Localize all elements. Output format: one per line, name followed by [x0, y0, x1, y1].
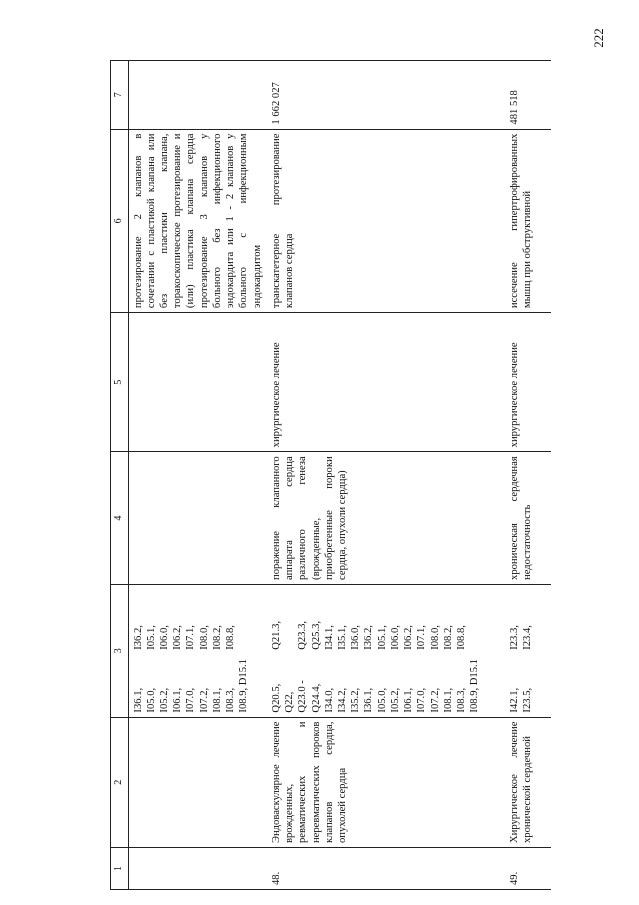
cell-num: 49. [505, 848, 551, 890]
diagnosis-code: Q21.3, [270, 620, 282, 650]
diagnosis-code: I06.1, [403, 687, 415, 713]
diagnosis-code: I08.2, [211, 625, 223, 650]
header-col-5: 5 [111, 313, 129, 452]
diagnosis-code: I07.0, [416, 687, 428, 713]
diagnosis-code: I08.3, [225, 687, 237, 713]
codes-list [132, 589, 251, 713]
diagnosis-code: Q24.4, [310, 683, 322, 713]
diagnosis-code: I06.0, [389, 625, 401, 650]
diagnosis-code: I05.1, [376, 625, 388, 650]
diagnosis-code: I05.1, [145, 625, 157, 650]
cell-name [128, 717, 267, 847]
cell-num [128, 848, 267, 890]
diagnosis-code: Q22, [284, 691, 296, 713]
cell-cost: 1 662 027 [267, 61, 505, 130]
diagnosis-code: I08.2, [442, 625, 454, 650]
diagnosis-code: I34.1, [323, 625, 335, 650]
diagnosis-code: I06.2, [403, 625, 415, 650]
treatment-table [110, 60, 551, 890]
diagnosis-code: I08.3, [456, 687, 468, 713]
diagnosis-code: I06.0, [158, 625, 170, 650]
cell-model: хроническая сердечная недостаточность [505, 452, 551, 585]
table-row-48 [267, 61, 505, 890]
cell-num: 48. [267, 848, 505, 890]
diagnosis-code: I05.0, [376, 687, 388, 713]
diagnosis-code: I07.1, [185, 625, 197, 650]
cell-model: поражение клапанного аппарата сердца различного генеза (врожденные, приобретенные пороки сердца, опухоли сердца) [267, 452, 505, 585]
rotated-table-container [110, 60, 630, 890]
diagnosis-code: I07.2, [198, 687, 210, 713]
diagnosis-code: I07.1, [416, 625, 428, 650]
diagnosis-code: I36.0, [350, 625, 362, 650]
diagnosis-code: I05.2, [158, 687, 170, 713]
diagnosis-code: I07.2, [429, 687, 441, 713]
header-col-6: 6 [111, 129, 129, 312]
cell-codes [505, 584, 551, 717]
diagnosis-code: Q25.3, [310, 620, 322, 650]
diagnosis-code: I08.9, D15.1 [469, 659, 481, 713]
diagnosis-code [237, 589, 250, 650]
codes-list [270, 589, 482, 713]
cell-name: Хирургическое лечение хронической сердечной [505, 717, 551, 847]
diagnosis-code: I35.1, [337, 625, 349, 650]
diagnosis-code: I34.0, [323, 687, 335, 713]
diagnosis-code: I23.3, [508, 625, 520, 650]
diagnosis-code: Q23.3, [297, 620, 309, 650]
diagnosis-code: I36.2, [363, 625, 375, 650]
diagnosis-code: I08.8, [456, 625, 468, 650]
diagnosis-code: I06.2, [172, 625, 184, 650]
page-number: 222 [590, 28, 606, 48]
diagnosis-code: I08.1, [211, 687, 223, 713]
diagnosis-code: Q23.0 - [297, 680, 309, 713]
diagnosis-code: I06.1, [172, 687, 184, 713]
cell-treatment [128, 313, 267, 452]
diagnosis-code: I08.0, [429, 625, 441, 650]
cell-cost [128, 61, 267, 130]
header-col-3: 3 [111, 584, 129, 717]
diagnosis-code: I34.2, [337, 687, 349, 713]
diagnosis-code: I36.2, [132, 625, 144, 650]
diagnosis-code [468, 589, 481, 650]
table-row-49 [505, 61, 551, 890]
cell-name: Эндоваскулярное лечение врожденных, ревматических и неревматических пороков клапанов сердца, опухолей сердца [267, 717, 505, 847]
cell-codes [128, 584, 267, 717]
cell-treatment: хирургическое лечение [267, 313, 505, 452]
diagnosis-code: I36.1, [132, 687, 144, 713]
diagnosis-code: I42.1, [508, 687, 520, 713]
cell-treatment: хирургическое лечение [505, 313, 551, 452]
header-col-4: 4 [111, 452, 129, 585]
header-col-1: 1 [111, 848, 129, 890]
diagnosis-code: I08.0, [198, 625, 210, 650]
header-col-2: 2 [111, 717, 129, 847]
diagnosis-code: Q20.5, [270, 683, 282, 713]
diagnosis-code: I08.1, [442, 687, 454, 713]
diagnosis-code: I35.2, [350, 687, 362, 713]
diagnosis-code: I07.0, [185, 687, 197, 713]
cell-method: иссечение гипертрофированных мышц при обструктивной [505, 129, 551, 312]
cell-model [128, 452, 267, 585]
cell-cost: 481 518 [505, 61, 551, 130]
diagnosis-code: I08.8, [225, 625, 237, 650]
diagnosis-code: I05.2, [389, 687, 401, 713]
diagnosis-code [283, 589, 296, 650]
cell-method: протезирование 2 клапанов в сочетании с пластикой клапана или без пластики клапана, торакоскопическое протезирование и (или) пластика клапана сердца протезирование 3 клапанов у больного без инфекционного эндокардита или 1 - 2 клапанов у больного с инфекционным эндокардитом [128, 129, 267, 312]
cell-codes [267, 584, 505, 717]
diagnosis-code: I08.9, D15.1 [238, 659, 250, 713]
diagnosis-code: I05.0, [145, 687, 157, 713]
diagnosis-code: I23.5, [522, 687, 534, 713]
diagnosis-code: I23.4, [522, 625, 534, 650]
header-col-7: 7 [111, 61, 129, 130]
diagnosis-code: I36.1, [363, 687, 375, 713]
cell-method: транскатетерное протезирование клапанов сердца [267, 129, 505, 312]
header-row [111, 61, 129, 890]
codes-list [508, 589, 534, 713]
table-row-continuation [128, 61, 267, 890]
